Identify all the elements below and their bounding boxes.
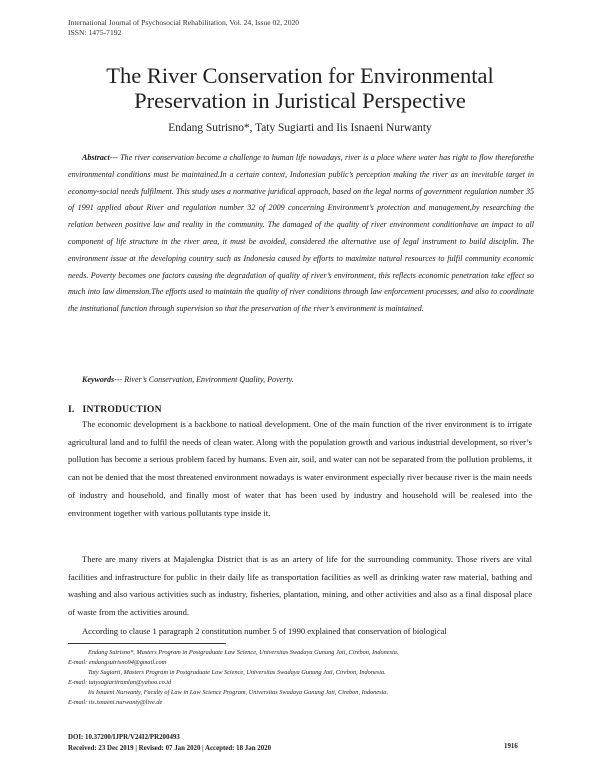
doi: DOI: 10.37200/IJPR/V24I2/PR200493 xyxy=(68,734,180,741)
keywords-text: River’s Conservation, Environment Quality, Poverty. xyxy=(122,375,294,384)
abstract-label: Abstract--- xyxy=(82,153,118,162)
journal-issn: ISSN: 1475-7192 xyxy=(68,28,122,37)
submission-dates: Received: 23 Dec 2019 | Revised: 07 Jan 2020 | Accepted: 18 Jan 2020 xyxy=(68,744,272,752)
journal-header xyxy=(68,18,548,38)
section-title: INTRODUCTION xyxy=(82,404,162,415)
footnote-author-2: Taty Sugiarti, Masters Program in Postgraduate Law Science, Universitas Swadaya Gunung Jati, Cirebon, Indonesia. xyxy=(88,668,386,676)
page-number: 1916 xyxy=(504,743,518,750)
keywords xyxy=(82,375,542,384)
abstract xyxy=(68,150,534,318)
page-footer xyxy=(68,733,271,754)
journal-citation: International Journal of Psychosocial Rehabilitation, Vol. 24, Issue 02, 2020 xyxy=(68,18,300,27)
body-paragraph: The economic development is a backbone to natioal development. One of the main function of the river environment is to irrigate agricultural land and to fulfil the needs of clean water. Along with the population growth and various industrial development, so river’s pollution has become a serious problem faced by humans. Even air, soil, and water can not be separated from the pollution problems, it can not be denied that the most threatened environment nowadays is water environment especially river because river is the main needs of industry and household, and finally most of water that has been used by industry and household will be realesed into the environment together with various pollutants type inside it. xyxy=(68,419,532,518)
footnote-email-1: E-mail: endangsutrisno94@gmail.com xyxy=(68,658,167,666)
footnote-divider xyxy=(68,643,226,644)
section-number: I. xyxy=(68,404,75,415)
body-paragraph: According to clause 1 paragraph 2 constitution number 5 of 1990 explained that conservation of biological xyxy=(82,626,447,636)
abstract-text: The river conservation become a challenge to human life nowadays, river is a place where water has right to flow thereforethe environmental conditions must be maintained.In a certain context, Indonesian public’s perception making the river as an inevitable target in economy-social needs fulfilment. This study uses a normative juridical approach, based on the legal norms of government regulation number 35 of 1991 applied about River and regulation number 32 of 2009 concerning Environment’s protection and management,by researching the relation between positive law and reality in the community. The damaged of the quality of river environment conditionhave an impact to all component of life structure in the river area, it must be avoided, considered the alternative use of legal instrument to build disciplin. The environment issue at the developing country such as Indonesia caused by efforts to maximize natural resources to fulfil community economic needs. Poverty becomes one factors causing the degradation of quality of river’s environment, this reflects economic penetration take effect so much into law dimension.The efforts used to maintain the quality of river conditions through law enforcement processes, and also to coordinate the institutional function through supervision so that the preservation of the river’s environment is maintained. xyxy=(68,153,534,314)
author-footnotes xyxy=(68,648,538,707)
title-line-1: The River Conservation for Environmental xyxy=(106,63,494,88)
body-paragraph: There are many rivers at Majalengka District that is as an artery of life for the surrounding community. Those rivers are vital facilities and infrastructure for public in their daily life as transportation facilities as well as drinking water raw material, bathing and washing and also various activities such as industry, fisheries, plantation, mining, and other activities and also as a final disposal place of waste from the activities around. xyxy=(68,554,532,618)
footnote-author-3: Iis Isnaeni Nurwanty, Faculty of Law in Law Science Program, Universitas Swadaya Gunung Jati, Cirebon, Indonesia. xyxy=(88,688,389,696)
paper-title xyxy=(40,63,560,113)
footnote-email-2: E-mail: tatysugiartiramlan@yahoo.co.id xyxy=(68,678,172,686)
author-list: Endang Sutrisno*, Taty Sugiarti and Iis Isnaeni Nurwanty xyxy=(168,122,432,134)
footnote-email-3: E-mail: iis.isnaeni.nurwanty@live.de xyxy=(68,698,163,706)
keywords-label: Keywords--- xyxy=(82,375,123,384)
footnote-author-1: Endang Sutrisno*, Masters Program in Postgraduate Law Science, Universitas Swadaya Gunung Jati, Cirebon, Indonesia. xyxy=(88,649,399,656)
section-heading-introduction xyxy=(68,404,162,415)
title-line-2: Preservation in Juristical Perspective xyxy=(134,88,466,113)
